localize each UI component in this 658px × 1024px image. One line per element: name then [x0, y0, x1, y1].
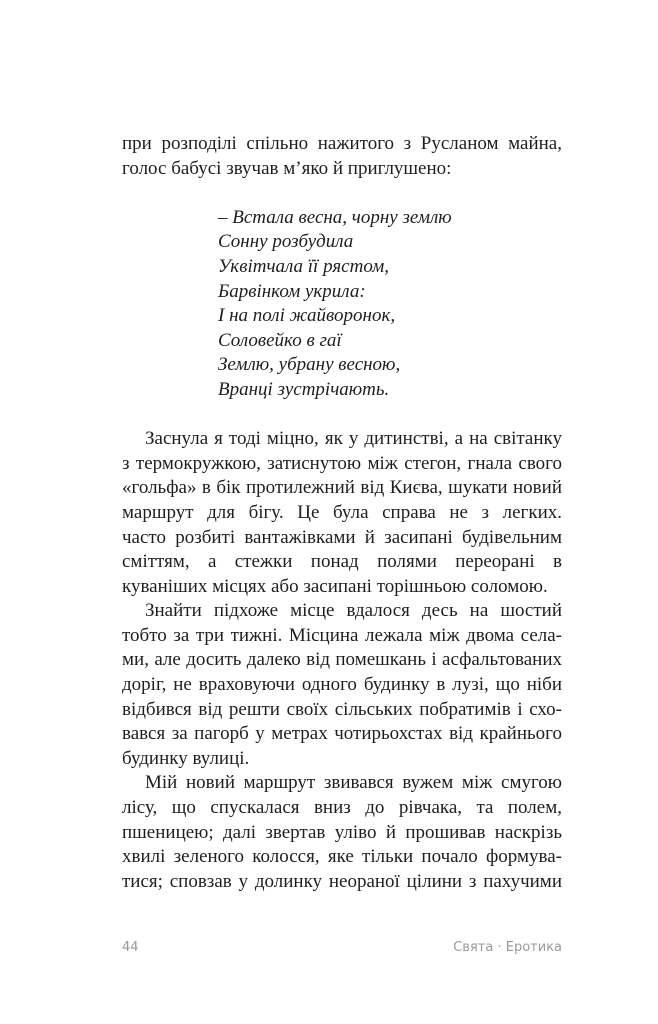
page-body	[122, 132, 562, 894]
paragraph-line: «гольфа» в бік протилежний від Києва, шукати новий	[122, 477, 562, 499]
paragraph-line: куваніших місцях або засипані торішньою соломою.	[122, 575, 548, 597]
paragraph-line: відбився від решти своїх сільських побратимів і схо-	[122, 698, 562, 720]
paragraphs	[122, 427, 562, 894]
poem-line: – Встала весна, чорну землю	[218, 206, 452, 228]
poem	[122, 206, 562, 403]
poem-line: Барвінком укрила:	[218, 280, 366, 302]
paragraph-line: Мій новий маршрут звивався вужем між смугою	[145, 772, 562, 794]
paragraph-line: маршрут для бігу. Це була справа не з легких.	[122, 501, 562, 523]
paragraph-line: будинку вулиці.	[122, 747, 250, 769]
page-number: 44	[122, 940, 139, 955]
paragraph-line: тобто за три тижні. Місцина лежала між двома села-	[122, 624, 562, 646]
poem-line: Сонну розбудила	[218, 231, 354, 253]
paragraph-line: лісу, що спускалася вниз до рівчака, та полем,	[122, 797, 562, 819]
paragraph-line: з термокружкою, затиснутою між стегон, гнала свого	[122, 452, 562, 474]
paragraph-line: пшеницею; далі звертав уліво й прошивав наскрізь	[122, 821, 562, 843]
paragraph-line: сміттям, а стежки понад полями переорані в	[122, 551, 562, 573]
page-footer	[122, 940, 562, 955]
text-line: при розподілі спільно нажитого з Русланом майна,	[122, 133, 562, 154]
paragraph-line: Заснула я тоді міцно, як у дитинстві, а на світанку	[145, 428, 562, 450]
poem-line: І на полі жайворонок,	[218, 305, 396, 327]
running-title: Свята · Еротика	[453, 940, 562, 955]
paragraph-line: Знайти підхоже місце вдалося десь на шостий	[145, 600, 562, 622]
paragraph-line: доріг, не враховуючи одного будинку в лузі, що ніби	[122, 674, 562, 696]
text-line: голос бабусі звучав м’яко й приглушено:	[122, 157, 452, 179]
poem-line: Вранці зустрічають.	[218, 378, 390, 400]
paragraph-line: ми, але досить далеко від помешкань і асфальтованих	[122, 649, 562, 671]
paragraph-line: вався за пагорб у метрах чотирьохстах від крайнього	[122, 723, 562, 745]
paragraph-line: часто розбиті вантажівками й засипані будівельним	[122, 526, 562, 548]
poem-line: Соловейко в гаї	[218, 329, 342, 351]
paragraph-line: хвилі зеленого колосся, яке тільки почало формува-	[122, 846, 562, 868]
poem-line: Землю, убрану весною,	[218, 354, 401, 376]
poem-line: Уквітчала її рястом,	[218, 255, 389, 277]
paragraph-line: тися; сповзав у долинку неораної цілини з пахучими	[122, 870, 562, 892]
